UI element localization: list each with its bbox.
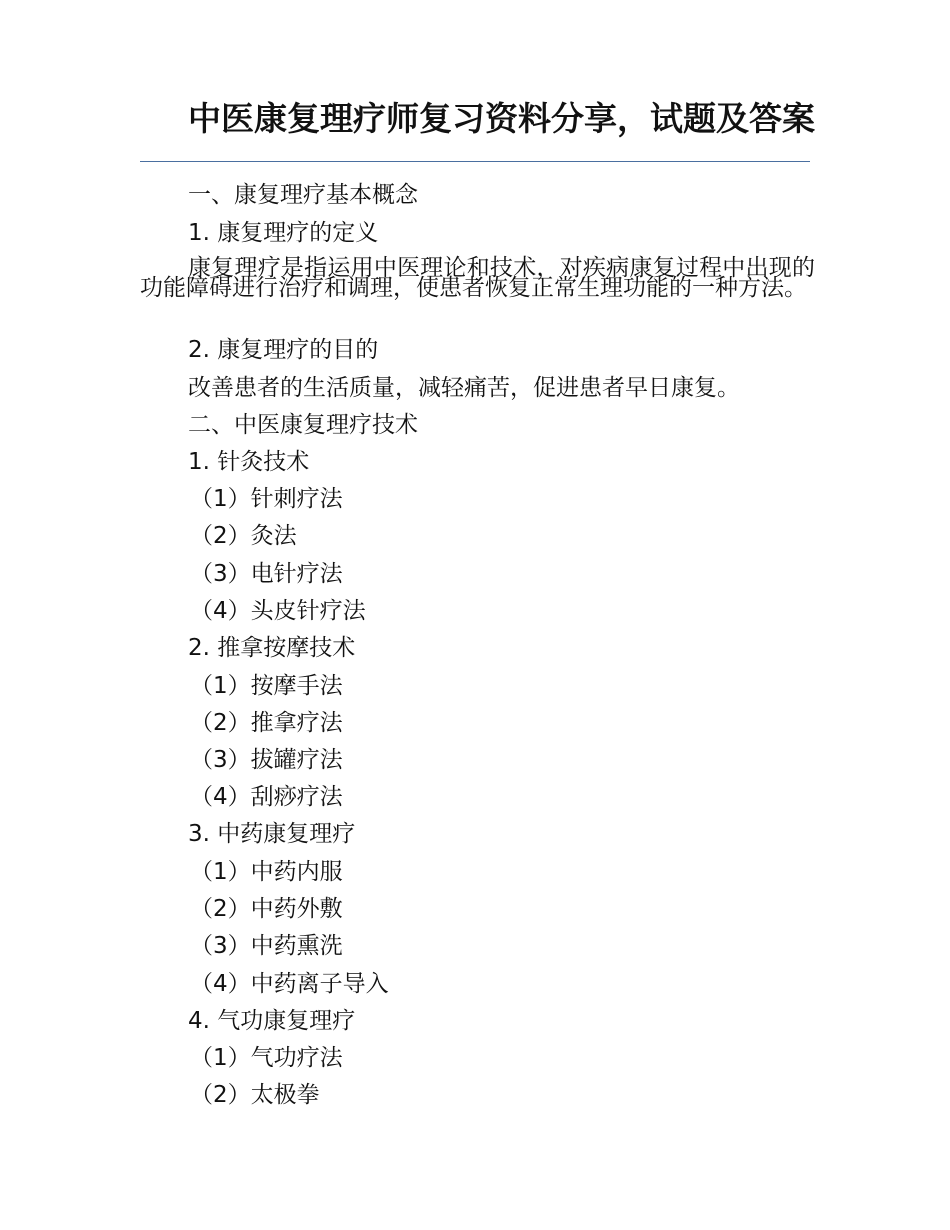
sub-item: （3）中药熏洗 xyxy=(190,933,343,959)
section-2-item-4-heading: 4. 气功康复理疗 xyxy=(188,1008,356,1034)
sub-item: （4）刮痧疗法 xyxy=(190,784,343,810)
section-1-item-1-heading: 1. 康复理疗的定义 xyxy=(188,220,379,246)
sub-item: （4）头皮针疗法 xyxy=(190,598,366,624)
sub-item: （2）中药外敷 xyxy=(190,896,343,922)
sub-item: （2）太极拳 xyxy=(190,1082,320,1108)
section-1-item-2-text: 改善患者的生活质量，减轻痛苦，促进患者早日康复。 xyxy=(188,375,740,401)
section-2-item-3-heading: 3. 中药康复理疗 xyxy=(188,821,356,847)
sub-item: （1）按摩手法 xyxy=(190,673,343,699)
sub-item: （1）气功疗法 xyxy=(190,1045,343,1071)
sub-item: （4）中药离子导入 xyxy=(190,971,389,997)
section-2-item-2-heading: 2. 推拿按摩技术 xyxy=(188,635,356,661)
section-1-heading: 一、康复理疗基本概念 xyxy=(188,182,418,208)
sub-item: （3）拔罐疗法 xyxy=(190,747,343,773)
sub-item: （2）灸法 xyxy=(190,523,297,549)
sub-item: （1）中药内服 xyxy=(190,859,343,885)
section-1-item-2-heading: 2. 康复理疗的目的 xyxy=(188,337,379,363)
sub-item: （2）推拿疗法 xyxy=(190,710,343,736)
sub-item: （3）电针疗法 xyxy=(190,561,343,587)
section-2-heading: 二、中医康复理疗技术 xyxy=(188,412,418,438)
document-title: 中医康复理疗师复习资料分享，试题及答案 xyxy=(188,99,815,138)
sub-item: （1）针刺疗法 xyxy=(190,486,343,512)
section-2-item-1-heading: 1. 针灸技术 xyxy=(188,449,310,475)
title-divider xyxy=(140,161,810,162)
section-1-item-1-text: 康复理疗是指运用中医理论和技术，对疾病康复过程中出现的功能障碍进行治疗和调理，使患者恢复正常生理功能的一种方法。 xyxy=(140,255,815,301)
